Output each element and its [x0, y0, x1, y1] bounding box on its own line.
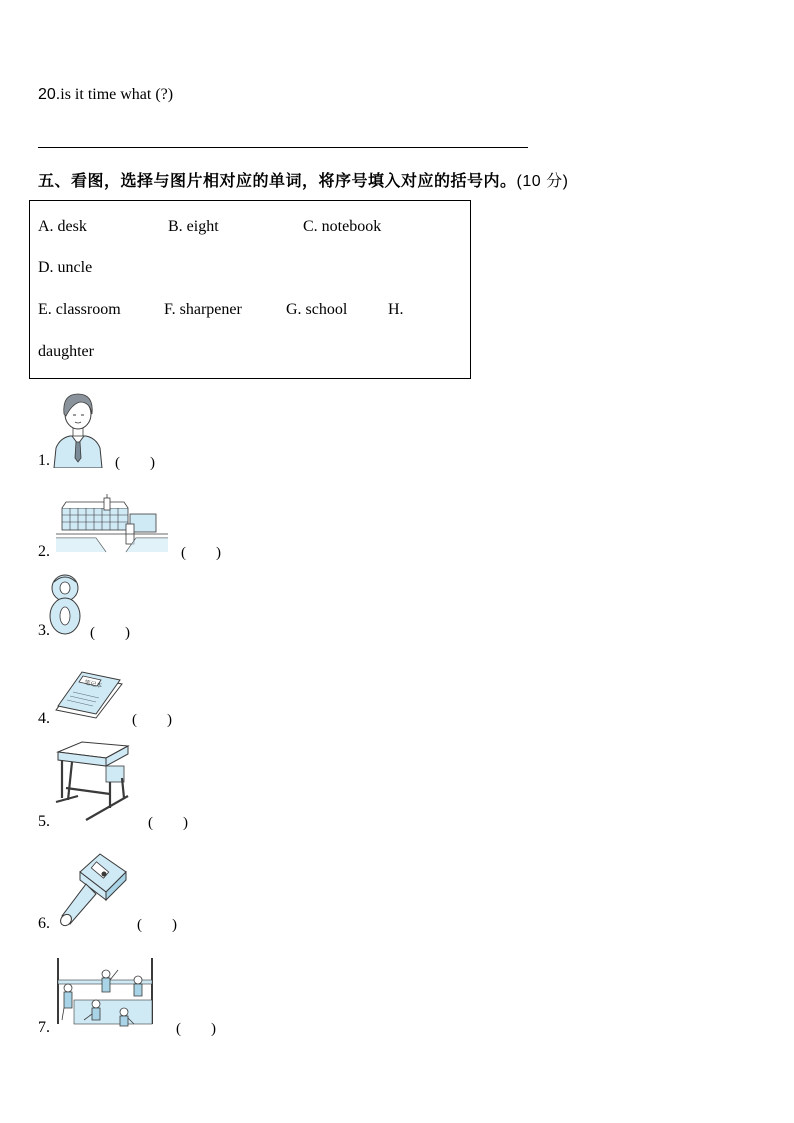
option-e: E. classroom — [38, 301, 121, 318]
option-h-word: daughter — [38, 343, 94, 360]
option-b: B. eight — [168, 218, 219, 235]
section-title — [38, 168, 568, 191]
notebook-label: 笔记本 — [83, 679, 103, 690]
item-number: 2. — [38, 543, 50, 560]
notebook-icon — [54, 666, 124, 720]
answer-blank[interactable]: ( ) — [137, 917, 177, 933]
desk-icon — [52, 740, 132, 824]
section-score: (10 分) — [516, 173, 569, 190]
option-a: A. desk — [38, 218, 87, 235]
answer-blank[interactable]: ( ) — [132, 712, 172, 728]
section-title-text: 五、看图，选择与图片相对应的单词，将序号填入对应的括号内。 — [38, 171, 517, 190]
answer-blank[interactable]: ( ) — [148, 815, 188, 831]
option-g: G. school — [286, 301, 348, 318]
question-number: 20. — [38, 86, 61, 103]
answer-line[interactable] — [38, 147, 528, 148]
answer-blank[interactable]: ( ) — [181, 545, 221, 561]
option-h: H. — [388, 301, 404, 318]
school-building-icon — [56, 494, 168, 554]
classroom-icon — [56, 958, 156, 1030]
option-f: F. sharpener — [164, 301, 242, 318]
option-d: D. uncle — [38, 259, 93, 276]
pencil-sharpener-icon — [56, 852, 128, 930]
item-number: 4. — [38, 710, 50, 727]
number-eight-icon — [48, 572, 82, 636]
answer-blank[interactable]: ( ) — [115, 455, 155, 471]
item-number: 7. — [38, 1019, 50, 1036]
item-number: 6. — [38, 915, 50, 932]
man-with-tie-icon — [50, 388, 106, 468]
word-options-box — [29, 200, 471, 379]
question-text: is it time what (?) — [60, 86, 174, 103]
question-20 — [38, 86, 173, 104]
answer-blank[interactable]: ( ) — [90, 625, 130, 641]
item-number: 5. — [38, 813, 50, 830]
option-c: C. notebook — [303, 218, 382, 235]
answer-blank[interactable]: ( ) — [176, 1021, 216, 1037]
item-number: 1. — [38, 452, 50, 469]
item-number: 3. — [38, 622, 50, 639]
